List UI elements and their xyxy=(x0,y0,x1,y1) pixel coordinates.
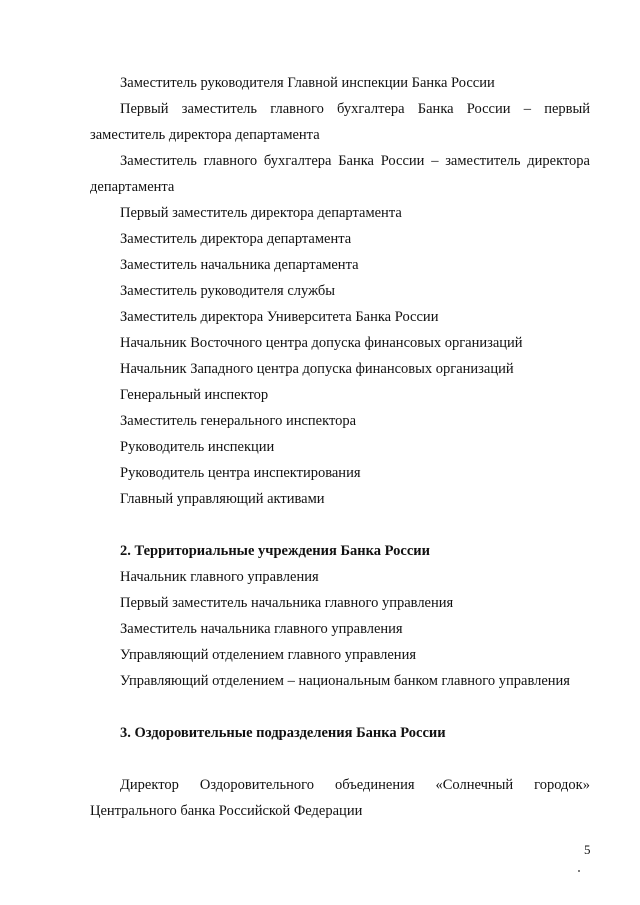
position-line: Первый заместитель директора департамента xyxy=(120,205,402,221)
position-line: Управляющий отделением главного управления xyxy=(120,647,416,663)
position-line: Первый заместитель главного бухгалтера Банка России – первый xyxy=(120,101,590,117)
position-line: Руководитель инспекции xyxy=(120,439,275,455)
position-line: Заместитель директора департамента xyxy=(120,231,352,247)
position-line: Заместитель главного бухгалтера Банка России – заместитель директора xyxy=(120,153,590,169)
position-line: Заместитель руководителя службы xyxy=(120,283,336,299)
scan-speck xyxy=(578,870,580,872)
director-word: городок» xyxy=(534,777,590,793)
position-line: Первый заместитель начальника главного управления xyxy=(120,595,454,611)
position-line: Начальник главного управления xyxy=(120,569,319,585)
position-line: Заместитель руководителя Главной инспекции Банка России xyxy=(120,75,495,91)
position-line: Заместитель директора Университета Банка России xyxy=(120,309,439,325)
position-line: Главный управляющий активами xyxy=(120,491,325,507)
position-line: департамента xyxy=(90,179,175,195)
section-heading: 2. Территориальные учреждения Банка России xyxy=(120,543,430,559)
position-line: Начальник Западного центра допуска финансовых организаций xyxy=(120,361,514,377)
director-word: Директор xyxy=(120,777,179,793)
position-line: Генеральный инспектор xyxy=(120,387,269,403)
position-line: заместитель директора департамента xyxy=(90,127,320,143)
position-line: Заместитель начальника главного управления xyxy=(120,621,403,637)
director-word: объединения xyxy=(334,777,415,793)
position-line: Руководитель центра инспектирования xyxy=(120,465,361,481)
director-word: «Солнечный xyxy=(435,777,514,793)
section-heading: 3. Оздоровительные подразделения Банка России xyxy=(120,725,446,741)
page-number: 5 xyxy=(584,842,591,857)
position-line: Центрального банка Российской Федерации xyxy=(90,803,363,819)
position-line: Заместитель генерального инспектора xyxy=(120,413,357,429)
position-line: Заместитель начальника департамента xyxy=(120,257,359,273)
position-line: Управляющий отделением – национальным банком главного управления xyxy=(120,673,570,689)
director-word: Оздоровительного xyxy=(199,777,314,793)
position-line: Начальник Восточного центра допуска финансовых организаций xyxy=(120,335,523,351)
director-line xyxy=(120,776,590,794)
